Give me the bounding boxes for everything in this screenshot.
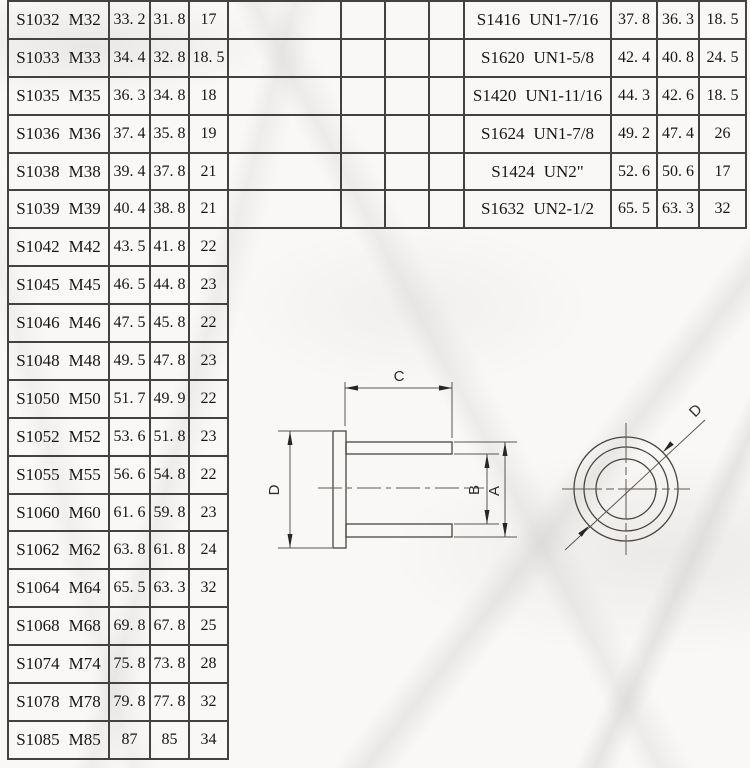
- dimension-value: 52. 6: [612, 154, 658, 192]
- dim-label-d: D: [266, 484, 283, 496]
- dimension-value: 32: [700, 191, 747, 229]
- part-code: S1064: [16, 578, 60, 598]
- empty-cell: [229, 2, 342, 40]
- dimension-value: 22: [190, 229, 229, 267]
- empty-cell: [386, 40, 430, 78]
- dimension-value: 45. 8: [151, 305, 190, 343]
- dimension-value: 22: [190, 457, 229, 495]
- empty-cell: [229, 40, 342, 78]
- part-code: S1042: [16, 237, 60, 257]
- dimension-value: 19: [190, 116, 229, 154]
- empty-cell: [430, 154, 465, 192]
- empty-cell: [386, 2, 430, 40]
- part-id-cell: [9, 191, 110, 229]
- dimension-value: 36. 3: [658, 2, 700, 40]
- part-id-cell: [9, 343, 110, 381]
- part-id-cell: [9, 722, 110, 760]
- dimension-value: 61. 6: [110, 495, 151, 533]
- dimension-value: 47. 4: [658, 116, 700, 154]
- empty-cell: [342, 154, 386, 192]
- thread-size: M42: [68, 237, 101, 257]
- dimension-value: 41. 8: [151, 229, 190, 267]
- thread-size: M39: [68, 199, 101, 219]
- dimension-value: 32: [190, 570, 229, 608]
- dimension-value: 23: [190, 343, 229, 381]
- thread-size: M38: [68, 161, 101, 181]
- empty-cell: [386, 78, 430, 116]
- empty-cell: [342, 78, 386, 116]
- part-id-cell: [9, 381, 110, 419]
- part-code: S1620: [481, 47, 525, 67]
- thread-size: M68: [68, 616, 101, 636]
- dimension-value: 69. 8: [110, 608, 151, 646]
- empty-cell: [430, 191, 465, 229]
- dimension-value: 17: [700, 154, 747, 192]
- arrowhead: [345, 385, 358, 390]
- dimension-value: 73. 8: [151, 646, 190, 684]
- part-id-cell: [9, 495, 110, 533]
- dimension-value: 34: [190, 722, 229, 760]
- empty-cell: [386, 191, 430, 229]
- dimension-value: 43. 5: [110, 229, 151, 267]
- dimension-value: 42. 6: [658, 78, 700, 116]
- empty-cell: [342, 2, 386, 40]
- arrowhead: [503, 523, 508, 537]
- part-id-cell: [9, 457, 110, 495]
- dimension-value: 32: [190, 684, 229, 722]
- dimension-value: 34. 4: [110, 40, 151, 78]
- arrowhead: [439, 385, 452, 390]
- dimension-value: 47. 8: [151, 343, 190, 381]
- dimension-value: 37. 8: [612, 2, 658, 40]
- part-id-cell: [9, 154, 110, 192]
- empty-cell: [430, 116, 465, 154]
- empty-grid-cells: [229, 0, 465, 229]
- dimension-value: 26: [700, 116, 747, 154]
- empty-cell: [430, 2, 465, 40]
- dimension-value: 34. 8: [151, 78, 190, 116]
- thread-size: M64: [68, 578, 101, 598]
- part-code: S1624: [481, 123, 525, 143]
- empty-cell: [430, 40, 465, 78]
- part-code: S1420: [472, 85, 517, 105]
- part-code: S1068: [16, 616, 60, 636]
- part-id-cell: [465, 2, 612, 40]
- dimension-value: 63. 3: [658, 191, 700, 229]
- empty-cell: [342, 40, 386, 78]
- dimension-value: 63. 3: [151, 570, 190, 608]
- thread-size: UN2-1/2: [533, 199, 594, 219]
- empty-cell: [342, 116, 386, 154]
- part-id-cell: [465, 40, 612, 78]
- empty-cell: [229, 191, 342, 229]
- dimension-value: 65. 5: [110, 570, 151, 608]
- part-id-cell: [9, 40, 110, 78]
- body-top-wall: [346, 442, 452, 454]
- dimension-value: 33. 2: [110, 2, 151, 40]
- dimension-value: 79. 8: [110, 684, 151, 722]
- dimension-value: 59. 8: [151, 495, 190, 533]
- dimension-value: 38. 8: [151, 191, 190, 229]
- dimension-value: 49. 9: [151, 381, 190, 419]
- dim-label-a: A: [486, 485, 503, 497]
- part-code: S1045: [16, 275, 60, 295]
- arrowhead: [288, 431, 293, 445]
- part-code: S1416: [476, 9, 521, 29]
- part-id-cell: [9, 2, 110, 40]
- cross-section-view: [266, 368, 517, 548]
- dimension-value: 18. 5: [700, 78, 747, 116]
- part-code: S1085: [16, 729, 60, 749]
- arrowhead: [485, 454, 490, 468]
- thread-size: UN1-7/16: [529, 9, 599, 29]
- inch-size-table: [465, 0, 747, 229]
- dim-label-d-circle: D: [685, 400, 706, 421]
- dimension-value: 61. 8: [151, 532, 190, 570]
- part-code: S1048: [16, 350, 60, 370]
- dimension-value: 47. 5: [110, 305, 151, 343]
- dimension-value: 40. 4: [110, 191, 151, 229]
- dimension-value: 50. 6: [658, 154, 700, 192]
- dimension-value: 23: [190, 267, 229, 305]
- body-bottom-wall: [346, 524, 452, 537]
- dimension-value: 22: [190, 381, 229, 419]
- part-code: S1036: [16, 123, 60, 143]
- dimension-value: 46. 5: [110, 267, 151, 305]
- dimension-value: 54. 8: [151, 457, 190, 495]
- part-id-cell: [9, 532, 110, 570]
- dimension-value: 18: [190, 78, 229, 116]
- part-id-cell: [9, 646, 110, 684]
- flange-section: [333, 431, 346, 548]
- arrowhead: [288, 534, 293, 548]
- dimension-value: 65. 5: [612, 191, 658, 229]
- thread-size: M32: [68, 9, 101, 29]
- dimension-value: 18. 5: [190, 40, 229, 78]
- dimension-value: 21: [190, 191, 229, 229]
- part-id-cell: [9, 305, 110, 343]
- empty-cell: [229, 78, 342, 116]
- dim-label-c: C: [393, 368, 405, 385]
- dimension-value: 23: [190, 419, 229, 457]
- arrowhead: [578, 526, 589, 537]
- dim-label-b: B: [466, 484, 483, 496]
- dimension-value: 17: [190, 2, 229, 40]
- empty-cell: [430, 78, 465, 116]
- metric-size-table: [7, 0, 229, 760]
- thread-size: M45: [68, 275, 101, 295]
- thread-size: M36: [68, 123, 101, 143]
- part-id-cell: [465, 78, 612, 116]
- arrowhead: [485, 510, 490, 524]
- thread-size: M46: [68, 313, 101, 333]
- part-code: S1052: [16, 426, 60, 446]
- dimension-value: 36. 3: [110, 78, 151, 116]
- part-id-cell: [9, 267, 110, 305]
- part-id-cell: [9, 78, 110, 116]
- part-code: S1055: [16, 464, 60, 484]
- thread-size: M85: [68, 729, 101, 749]
- dimension-value: 28: [190, 646, 229, 684]
- part-code: S1632: [481, 199, 525, 219]
- thread-size: M52: [68, 426, 101, 446]
- thread-size: M48: [68, 350, 101, 370]
- part-code: S1074: [16, 654, 60, 674]
- dimension-value: 21: [190, 154, 229, 192]
- dimension-value: 56. 6: [110, 457, 151, 495]
- part-code: S1035: [16, 85, 60, 105]
- thread-size: M50: [68, 388, 101, 408]
- dimension-value: 31. 8: [151, 2, 190, 40]
- dimension-value: 53. 6: [110, 419, 151, 457]
- dimension-value: 25: [190, 608, 229, 646]
- part-code: S1038: [16, 161, 60, 181]
- empty-cell: [342, 191, 386, 229]
- dimension-value: 49. 2: [612, 116, 658, 154]
- thread-size: UN1-5/8: [533, 47, 594, 67]
- empty-cell: [229, 116, 342, 154]
- dimension-value: 42. 4: [612, 40, 658, 78]
- part-code: S1032: [16, 9, 60, 29]
- dimension-value: 18. 5: [700, 2, 747, 40]
- part-id-cell: [9, 419, 110, 457]
- part-id-cell: [465, 116, 612, 154]
- part-id-cell: [9, 116, 110, 154]
- dimension-value: 49. 5: [110, 343, 151, 381]
- part-id-cell: [9, 608, 110, 646]
- part-id-cell: [9, 684, 110, 722]
- thread-size: M60: [68, 502, 101, 522]
- thread-size: M35: [68, 85, 101, 105]
- dimension-value: 24. 5: [700, 40, 747, 78]
- part-code: S1050: [16, 388, 60, 408]
- empty-cell: [386, 154, 430, 192]
- part-code: S1078: [16, 691, 60, 711]
- part-code: S1424: [491, 161, 535, 181]
- part-code: S1060: [16, 502, 60, 522]
- thread-size: M62: [68, 540, 101, 560]
- part-code: S1033: [16, 47, 60, 67]
- part-id-cell: [465, 154, 612, 192]
- part-code: S1062: [16, 540, 60, 560]
- dimension-value: 75. 8: [110, 646, 151, 684]
- dimension-value: 67. 8: [151, 608, 190, 646]
- dimension-value: 35. 8: [151, 116, 190, 154]
- dimension-value: 32. 8: [151, 40, 190, 78]
- arrowhead: [503, 442, 508, 456]
- dimension-value: 44. 8: [151, 267, 190, 305]
- dimension-value: 37. 4: [110, 116, 151, 154]
- dimension-value: 23: [190, 495, 229, 533]
- end-view: [562, 401, 706, 555]
- part-id-cell: [9, 229, 110, 267]
- dimension-value: 40. 8: [658, 40, 700, 78]
- thread-size: M33: [68, 47, 101, 67]
- empty-cell: [386, 116, 430, 154]
- dimension-value: 24: [190, 532, 229, 570]
- part-code: S1046: [16, 313, 60, 333]
- thread-size: M78: [68, 691, 101, 711]
- dimension-value: 39. 4: [110, 154, 151, 192]
- dimension-value: 37. 8: [151, 154, 190, 192]
- part-id-cell: [9, 570, 110, 608]
- dimension-value: 44. 3: [612, 78, 658, 116]
- thread-size: M55: [68, 464, 101, 484]
- dimension-value: 85: [151, 722, 190, 760]
- part-id-cell: [465, 191, 612, 229]
- dimension-value: 51. 7: [110, 381, 151, 419]
- thread-size: UN2": [543, 161, 584, 181]
- dimension-value: 22: [190, 305, 229, 343]
- thread-size: UN1-11/16: [525, 85, 603, 105]
- thread-size: UN1-7/8: [533, 123, 594, 143]
- dimension-value: 51. 8: [151, 419, 190, 457]
- dimension-value: 87: [110, 722, 151, 760]
- technical-drawing: [258, 362, 728, 562]
- empty-cell: [229, 154, 342, 192]
- dimension-value: 77. 8: [151, 684, 190, 722]
- thread-size: M74: [68, 654, 101, 674]
- dimension-value: 63. 8: [110, 532, 151, 570]
- part-code: S1039: [16, 199, 60, 219]
